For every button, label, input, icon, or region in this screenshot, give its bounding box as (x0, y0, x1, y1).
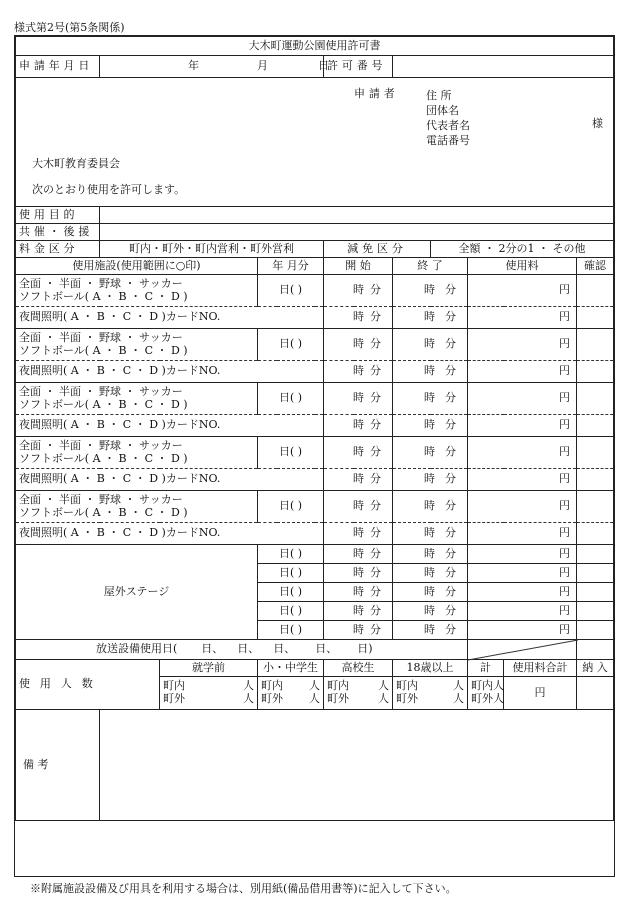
day-cell[interactable]: 日( ) (258, 491, 324, 523)
total-fee-label: 使用料合計 (504, 660, 577, 677)
sponsor-field[interactable] (100, 224, 614, 241)
form-title: 大木町運動公園使用許可書 (16, 37, 614, 56)
confirm-cell[interactable] (577, 329, 614, 361)
confirm-cell[interactable] (577, 307, 614, 329)
night-light-cell[interactable]: 夜間照明( A ・ B ・ C ・ D )カードNO. (16, 307, 324, 329)
start-time-cell[interactable]: 時 分 (324, 602, 393, 621)
fee-cell[interactable]: 円 (468, 583, 577, 602)
field-option-cell[interactable]: 全面 ・ 半面 ・ 野球 ・ サッカー ソフトボール( A ・ B ・ C ・ D ) (16, 491, 258, 523)
end-time-cell[interactable]: 時 分 (393, 415, 468, 437)
confirm-cell[interactable] (577, 361, 614, 383)
count-high-school[interactable]: 町内 人 町外 人 (324, 677, 393, 710)
start-time-cell[interactable]: 時 分 (324, 621, 393, 640)
total-fee-cell[interactable]: 円 (504, 677, 577, 710)
fee-cell[interactable]: 円 (468, 275, 577, 307)
end-time-cell[interactable]: 時 分 (393, 329, 468, 361)
form-number: 様式第2号(第5条関係) (14, 21, 125, 34)
confirm-cell[interactable] (577, 621, 614, 640)
applicant-block (16, 78, 614, 207)
start-time-cell[interactable]: 時 分 (324, 361, 393, 383)
stage-label: 屋外ステージ (16, 545, 258, 640)
form-table (15, 36, 614, 821)
confirm-cell[interactable] (577, 602, 614, 621)
fee-cell[interactable]: 円 (468, 329, 577, 361)
header-date: 年 月分 (258, 258, 324, 275)
end-time-cell[interactable]: 時 分 (393, 545, 468, 564)
fee-cell[interactable]: 円 (468, 415, 577, 437)
day-cell[interactable]: 日( ) (258, 329, 324, 361)
confirm-cell[interactable] (577, 469, 614, 491)
fee-cell[interactable]: 円 (468, 361, 577, 383)
confirm-cell[interactable] (577, 383, 614, 415)
start-time-cell[interactable]: 時 分 (324, 469, 393, 491)
night-light-cell[interactable]: 夜間照明( A ・ B ・ C ・ D )カードNO. (16, 361, 324, 383)
issuer: 大木町教育委員会 (32, 157, 120, 170)
end-time-cell[interactable]: 時 分 (393, 437, 468, 469)
fee-cell[interactable]: 円 (468, 307, 577, 329)
payment-label: 納 入 (577, 660, 614, 677)
day-cell[interactable]: 日( ) (258, 583, 324, 602)
broadcast-row[interactable]: 放送設備使用日( 日、 日、 日、 日、 日) (16, 640, 468, 660)
day-cell[interactable]: 日( ) (258, 602, 324, 621)
confirm-cell[interactable] (577, 523, 614, 545)
phone-label: 電話番号 (426, 134, 470, 147)
fee-class-options[interactable]: 町内・町外・町内営利・町外営利 (100, 241, 324, 258)
confirm-cell[interactable] (577, 415, 614, 437)
diagonal-cell (468, 640, 577, 660)
application-date-label: 申請年月日 (16, 56, 100, 78)
day-cell[interactable]: 日( ) (258, 275, 324, 307)
header-confirm: 確認 (577, 258, 614, 275)
purpose-label: 使用目的 (16, 207, 100, 224)
fee-cell[interactable]: 円 (468, 469, 577, 491)
age-group-high-school: 高校生 (324, 660, 393, 677)
end-time-cell[interactable]: 時 分 (393, 307, 468, 329)
count-adult[interactable]: 町内 人 町外 人 (393, 677, 468, 710)
broadcast-confirm-cell[interactable] (577, 640, 614, 660)
start-time-cell[interactable]: 時 分 (324, 545, 393, 564)
field-option-cell[interactable]: 全面 ・ 半面 ・ 野球 ・ サッカー ソフトボール( A ・ B ・ C ・ D ) (16, 437, 258, 469)
start-time-cell[interactable]: 時 分 (324, 415, 393, 437)
diagonal-line (468, 640, 578, 660)
permit-number-field[interactable] (393, 56, 614, 78)
night-light-cell[interactable]: 夜間照明( A ・ B ・ C ・ D )カードNO. (16, 415, 324, 437)
field-option-cell[interactable]: 全面 ・ 半面 ・ 野球 ・ サッカー ソフトボール( A ・ B ・ C ・ D ) (16, 383, 258, 415)
start-time-cell[interactable]: 時 分 (324, 437, 393, 469)
age-group-school: 小・中学生 (258, 660, 324, 677)
night-light-cell[interactable]: 夜間照明( A ・ B ・ C ・ D )カードNO. (16, 523, 324, 545)
count-school[interactable]: 町内 人 町外 人 (258, 677, 324, 710)
header-facility: 使用施設(使用範囲に○印) (16, 258, 258, 275)
reduction-label: 減免区分 (324, 241, 431, 258)
permit-statement: 次のとおり使用を許可します。 (32, 183, 186, 196)
fee-cell[interactable]: 円 (468, 523, 577, 545)
address-label: 住 所 (426, 89, 452, 102)
applicant-fields (426, 88, 470, 148)
confirm-cell[interactable] (577, 437, 614, 469)
permit-number-label: 許可番号 (324, 56, 393, 78)
night-light-cell[interactable]: 夜間照明( A ・ B ・ C ・ D )カードNO. (16, 469, 324, 491)
start-time-cell[interactable]: 時 分 (324, 275, 393, 307)
start-time-cell[interactable]: 時 分 (324, 491, 393, 523)
age-group-preschool: 就学前 (160, 660, 258, 677)
honorific: 様 (592, 117, 603, 130)
sponsor-label: 共催・後援 (16, 224, 100, 241)
fee-cell[interactable]: 円 (468, 491, 577, 523)
start-time-cell[interactable]: 時 分 (324, 307, 393, 329)
fee-cell[interactable]: 円 (468, 545, 577, 564)
fee-cell[interactable]: 円 (468, 621, 577, 640)
day-cell[interactable]: 日( ) (258, 437, 324, 469)
count-preschool[interactable]: 町内 人 町外 人 (160, 677, 258, 710)
end-time-cell[interactable]: 時 分 (393, 564, 468, 583)
start-time-cell[interactable]: 時 分 (324, 329, 393, 361)
start-time-cell[interactable]: 時 分 (324, 383, 393, 415)
field-option-cell[interactable]: 全面 ・ 半面 ・ 野球 ・ サッカー ソフトボール( A ・ B ・ C ・ D ) (16, 275, 258, 307)
purpose-field[interactable] (100, 207, 614, 224)
applicant-label: 申請者 (354, 87, 399, 100)
end-time-cell[interactable]: 時 分 (393, 361, 468, 383)
confirm-cell[interactable] (577, 583, 614, 602)
age-group-adult: 18歳以上 (393, 660, 468, 677)
fee-cell[interactable]: 円 (468, 564, 577, 583)
day-cell[interactable]: 日( ) (258, 545, 324, 564)
age-group-total: 計 (468, 660, 504, 677)
confirm-cell[interactable] (577, 564, 614, 583)
confirm-cell[interactable] (577, 491, 614, 523)
end-time-cell[interactable]: 時 分 (393, 275, 468, 307)
reduction-options[interactable]: 全額 ・ 2分の1 ・ その他 (431, 241, 614, 258)
start-time-cell[interactable]: 時 分 (324, 583, 393, 602)
permit-form (14, 35, 615, 877)
header-fee: 使用料 (468, 258, 577, 275)
day-cell[interactable]: 日( ) (258, 621, 324, 640)
fee-cell[interactable]: 円 (468, 602, 577, 621)
field-option-cell[interactable]: 全面 ・ 半面 ・ 野球 ・ サッカー ソフトボール( A ・ B ・ C ・ D ) (16, 329, 258, 361)
header-end: 終 了 (393, 258, 468, 275)
users-label: 使用人数 (16, 660, 160, 710)
end-time-cell[interactable]: 時 分 (393, 602, 468, 621)
end-time-cell[interactable]: 時 分 (393, 469, 468, 491)
fee-cell[interactable]: 円 (468, 437, 577, 469)
start-time-cell[interactable]: 時 分 (324, 523, 393, 545)
start-time-cell[interactable]: 時 分 (324, 564, 393, 583)
end-time-cell[interactable]: 時 分 (393, 523, 468, 545)
end-time-cell[interactable]: 時 分 (393, 491, 468, 523)
group-name-label: 団体名 (426, 104, 459, 117)
header-start: 開 始 (324, 258, 393, 275)
end-time-cell[interactable]: 時 分 (393, 583, 468, 602)
representative-label: 代表者名 (426, 119, 470, 132)
remarks-field[interactable] (100, 710, 614, 821)
day-cell[interactable]: 日( ) (258, 564, 324, 583)
confirm-cell[interactable] (577, 545, 614, 564)
application-date-field[interactable]: 年 月 日 (100, 56, 324, 78)
fee-cell[interactable]: 円 (468, 383, 577, 415)
confirm-cell[interactable] (577, 275, 614, 307)
remarks-label: 備 考 (16, 710, 100, 821)
end-time-cell[interactable]: 時 分 (393, 621, 468, 640)
end-time-cell[interactable]: 時 分 (393, 383, 468, 415)
count-total[interactable]: 町内 人 町外 人 (468, 677, 504, 710)
fee-class-label: 料金区分 (16, 241, 100, 258)
footer-note: ※附属施設設備及び用具を利用する場合は、別用紙(備品借用書等)に記入して下さい。 (30, 882, 457, 895)
payment-cell[interactable] (577, 677, 614, 710)
day-cell[interactable]: 日( ) (258, 383, 324, 415)
